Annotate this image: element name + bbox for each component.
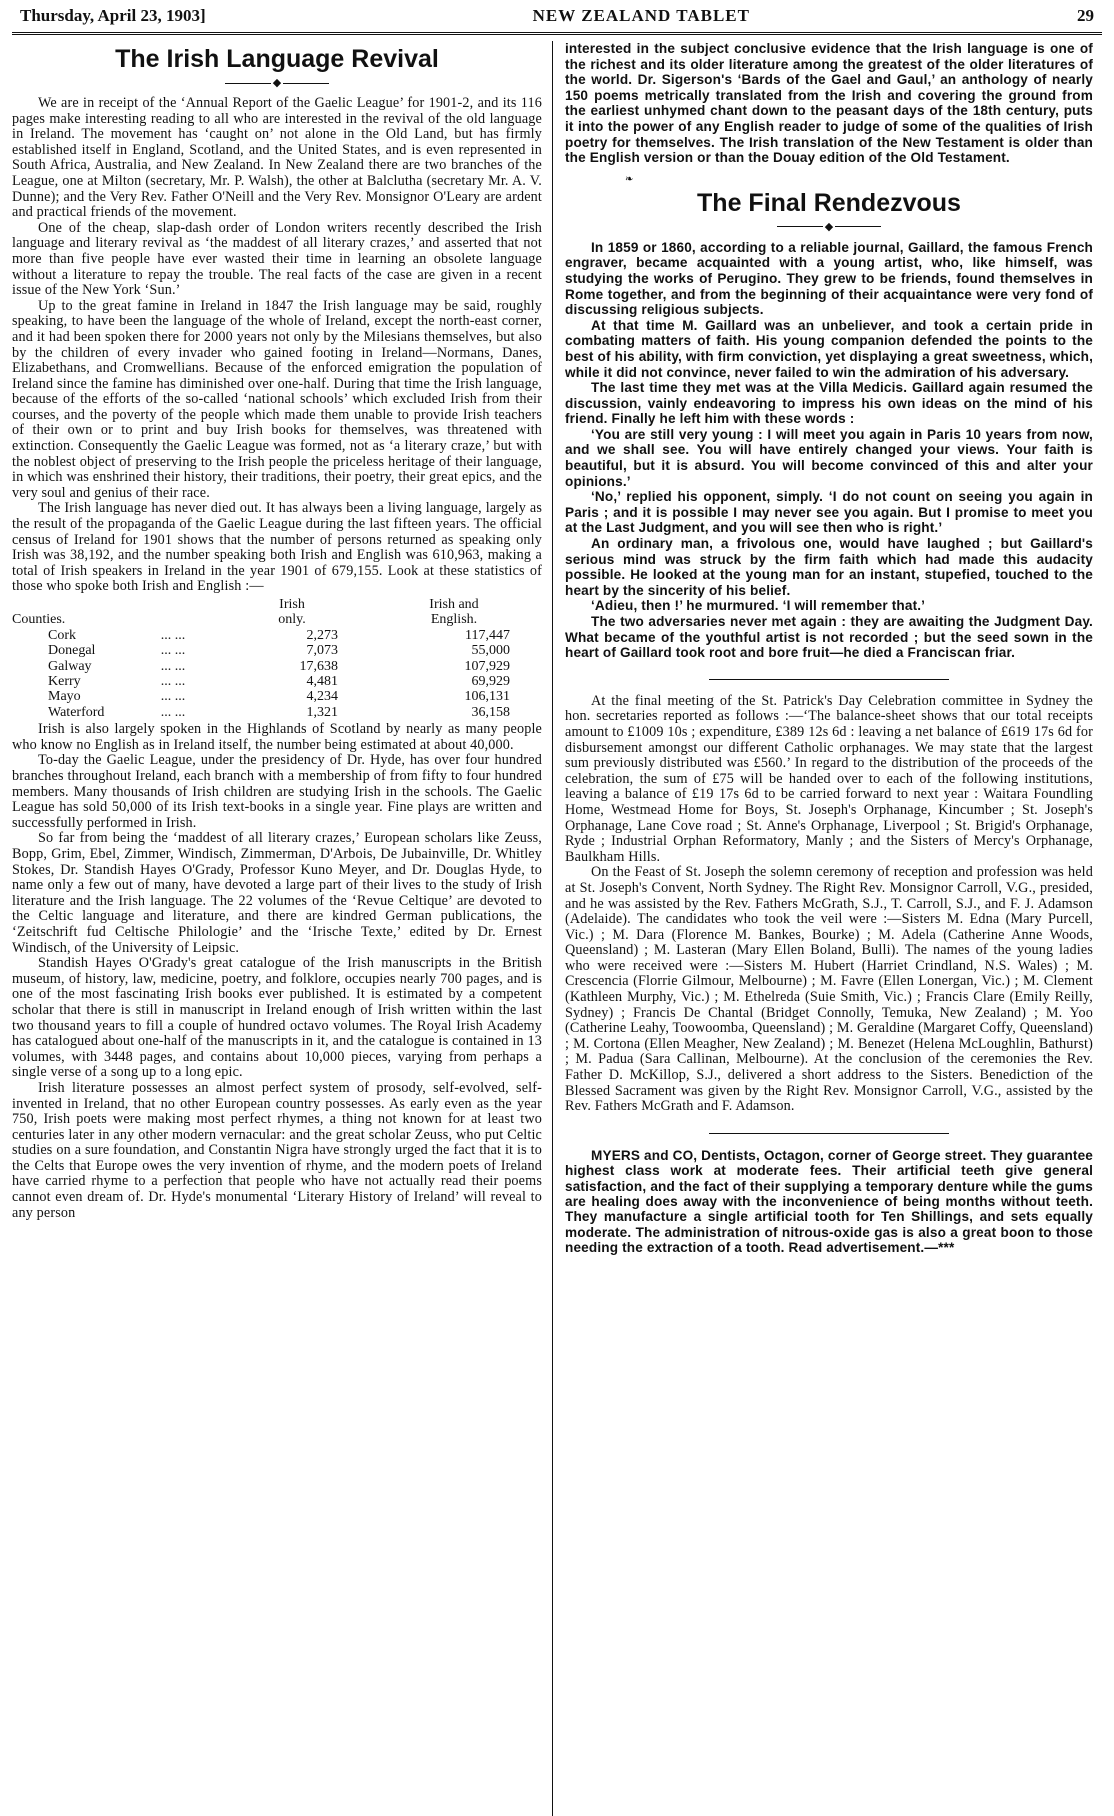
irish-only-cell: 7,073 bbox=[306, 643, 338, 659]
paragraph: Irish is also largely spoken in the Highlands of Scotland by nearly as many people who know no English as in Ireland itself, the number being estimated at about 40,000. bbox=[12, 721, 542, 753]
irish-english-cell: 107,929 bbox=[464, 658, 510, 674]
table-row bbox=[12, 705, 542, 720]
dots-cell: ... ... bbox=[160, 689, 186, 705]
table-row bbox=[12, 643, 542, 658]
table-row bbox=[12, 628, 542, 643]
paragraph: On the Feast of St. Joseph the solemn ceremony of reception and profession was held at St. Joseph's Convent, North Sydney. The Right Rev. Monsignor Carroll, V.G., presided, and he was assisted by the Rev. Fathers McGrath, S.J., T. Carroll, S.J., and F. J. Adamson (Adelaide). The candidates who took the veil were :—Sisters M. Edna (Mary Purcell, Vic.) ; M. Dara (Florence M. Bankes, Bourke) ; M. Adela (Catherine Anne Woods, Queensland) ; M. Lasteran (Mary Ellen Boland, Bulli). The names of the young ladies who were received were :—Sisters M. Hubert (Harriet Crindland, N.S. Wales) ; M. Crescencia (Florrie Gilmour, Melbourne) ; M. Favre (Ellen Lonergan, Vic.) ; M. Clement (Kathleen Murphy, Vic.) ; M. Ethelreda (Suie Smith, Vic.) ; Francis Clare (Emily Reilly, Sydney) ; Francis De Chantal (Bridget Connolly, Temuka, New Zealand) ; M. Yoo (Catherine Leahy, Toowoomba, Queensland) ; M. Geraldine (Margaret Coffy, Queensland) ; M. Cortona (Ellen Meagher, New Zealand) ; M. Benezet (Helena McLoughlin, Bathurst) ; M. Padua (Sara Callinan, Melbourne). At the conclusion of the ceremonies the Rev. Father D. McKillop, S.J., delivered a short address to the Sisters. Benediction of the Blessed Sacrament was given by the Right Rev. Monsignor Carroll, V.G., assisted by the Rev. Fathers McGrath and F. Adamson. bbox=[565, 864, 1093, 1115]
section-mark-icon: ❧ bbox=[625, 173, 634, 185]
irish-only-cell: 4,481 bbox=[306, 674, 338, 690]
irish-only-cell: 4,234 bbox=[306, 689, 338, 705]
paragraph: ‘Adieu, then !’ he murmured. ‘I will remember that.’ bbox=[591, 598, 926, 614]
paragraph: At that time M. Gaillard was an unbeliever, and took a certain pride in combating matters of faith. His young companion defended the points to the best of his ability, with firm conviction, yet displaying a great sweetness, which, while it did not convince, never failed to win the admiration of his adversary. bbox=[565, 317, 1093, 380]
final-rendezvous-body bbox=[565, 240, 1093, 661]
dots-cell: ... ... bbox=[160, 627, 186, 643]
title-ornament bbox=[565, 222, 1093, 232]
col-both-top: Irish and bbox=[429, 597, 479, 612]
title-ornament bbox=[12, 78, 542, 88]
irish-english-cell: 106,131 bbox=[464, 689, 510, 705]
paragraph: The last time they met was at the Villa Medicis. Gaillard again resumed the discussion, vainly endeavoring to impress his own ideas on the mind of his friend. Finally he left him with these words : bbox=[565, 380, 1093, 427]
header-title: NEW ZEALAND TABLET bbox=[532, 6, 750, 25]
article-continuation bbox=[565, 41, 1093, 166]
paragraph: To-day the Gaelic League, under the presidency of Dr. Hyde, has over four hundred branches throughout Ireland, each branch with a membership of from fifty to four hundred members. Many thousands of Irish children are studying Irish in the schools. The Gaelic League has sold 50,000 of its Irish text-books in a single year. Fine plays are written and successfully performed in Irish. bbox=[12, 752, 542, 831]
paragraph: So far from being the ‘maddest of all literary crazes,’ European scholars like Zeuss, Bopp, Grim, Ebel, Zimmer, Windisch, Zimmerman, D'Arbois, De Jubainville, Dr. Whitley Stokes, Dr. Standish Hayes O'Grady, Professor Kuno Meyer, and Dr. Douglas Hyde, to name only a few out of many, have devoted a large part of their lives to the study of Irish literature and the Irish language. The 22 volumes of the ‘Revue Celtique’ are devoted to the Celtic language and literature, and there are kindred German publications, the ‘Zeitschrift fud Celtische Philologie’ and the ‘Irische Texte,’ edited by Dr. Ernest Windisch, of the University of Leipsic. bbox=[12, 830, 542, 956]
section-divider bbox=[709, 1133, 949, 1134]
header-date: Thursday, April 23, 1903] bbox=[20, 6, 206, 25]
paragraph: ‘No,’ replied his opponent, simply. ‘I do not count on seeing you again in Paris ; and it is possible I may never see you again. But I promise to meet you at the Last Judgment, and you will see then who is right.’ bbox=[565, 489, 1093, 536]
county-cell: Mayo bbox=[48, 689, 81, 705]
dots-cell: ... ... bbox=[160, 643, 186, 659]
paragraph: At the final meeting of the St. Patrick's Day Celebration committee in Sydney the hon. secretaries reported as follows :—‘The balance-sheet shows that our total receipts amount to £1009 10s ; expenditure, £389 12s 6d : leaving a net balance of £619 17s 6d for disbursement amongst our different Catholic orphanages. We may state that the largest sum previously distributed was £560.’ In regard to the distribution of the proceeds of the celebration, the sum of £75 will be handed over to each of the following institutions, leaving a balance of £19 17s 6d to be carried forward to next year : Waitara Foundling Home, Westmead Home for Boys, St. Joseph's Orphanage, Kincumber ; St. Joseph's Orphanage, Lane Cove road ; St. Anne's Orphanage, Liverpool ; St. Brigid's Orphanage, Ryde ; Industrial Orphan Reformatory, Manly ; and the Sisters of Mercy's Orphanage, Baulkham Hills. bbox=[565, 692, 1093, 865]
dentist-advertisement bbox=[565, 1148, 1093, 1256]
dots-cell: ... ... bbox=[160, 704, 186, 720]
irish-english-cell: 69,929 bbox=[471, 674, 510, 690]
page-header bbox=[12, 6, 1102, 35]
dots-cell: ... ... bbox=[160, 674, 186, 690]
paragraph: Standish Hayes O'Grady's great catalogue of the Irish manuscripts in the British museum, of history, law, medicine, poetry, and folklore, occupies nearly 700 pages, and is one of the most fascinating Irish books ever published. It is estimated by a competent scholar that there is still in manuscript in Ireland enough of Irish written within the last two thousand years to fill a couple of hundred octavo volumes. The Royal Irish Academy has catalogued about one-half of the manuscripts in it, and the catalogue is contained in 13 volumes, with 3448 pages, and contains about 10,000 pieces, varying from perhaps a single verse of a song up to a long epic. bbox=[12, 955, 542, 1081]
paragraph: interested in the subject conclusive evidence that the Irish language is one of the richest and its older literature among the greatest of the older literatures of the world. Dr. Sigerson's ‘Bards of the Gael and Gaul,’ an anthology of nearly 150 poems metrically translated from the Irish and covering the ground from the earliest unhymed chant down to the peasant days of the 18th century, puts it into the power of any English reader to judge of some of the qualities of Irish poetry for themselves. The Irish translation of the New Testament is older than the English version or than the Douay edition of the Old Testament. bbox=[565, 41, 1093, 166]
dots-cell: ... ... bbox=[160, 658, 186, 674]
right-column bbox=[553, 41, 1093, 1816]
diamond-icon: ◆ bbox=[824, 220, 834, 233]
paragraph: An ordinary man, a frivolous one, would have laughed ; but Gaillard's serious mind was struck by the firm faith which had made this audacity possible. He looked at the young man for an instant, stupefied, touched to the heart by the sincerity of his belief. bbox=[565, 536, 1093, 598]
table-row bbox=[12, 659, 542, 674]
article-title-irish-language: The Irish Language Revival bbox=[115, 45, 439, 73]
county-cell: Galway bbox=[48, 658, 92, 674]
paragraph: Irish literature possesses an almost perfect system of prosody, self-evolved, self-invented in Ireland, that no other European country possesses. As early even as the year 750, Irish poets were making most perfect rhymes, a thing not known for at least two centuries later in any other modern vernacular: and the great scholar Zeuss, who put Celtic studies on a sure foundation, and Constantin Nigra have strongly urged the fact that it is to the Celts that Europe owes the very invention of rhyme, and the modern poets of Ireland have carried rhyme to a perfection that people who have not actually read their poems cannot even dream of. Dr. Hyde's monumental ‘Literary History of Ireland’ will reveal to any person bbox=[12, 1079, 542, 1221]
paragraph: In 1859 or 1860, according to a reliable journal, Gaillard, the famous French engraver, became acquainted with a young artist, who, like himself, was studying the works of Perugino. They grew to be friends, found themselves in Rome together, and from the beginning of their acquaintance were very fond of discussing religious subjects. bbox=[565, 239, 1093, 318]
paragraph: Up to the great famine in Ireland in 1847 the Irish language may be said, roughly speaking, to have been the language of the whole of Ireland, except the north-east corner, and it had been spoken there for 2000 years not only by the Milesians themselves, but also by the children of every invader who gained footing in Ireland—Normans, Danes, Elizabethans, and Cromwellians. Because of the enforced emigration the population of Ireland since the famine has diminished over one-half. During that time the Irish language, because of the efforts of the so-called ‘national schools’ which excluded Irish from their courses, and the poverty of the people which made them unable to provide Irish teachers of their own or to print and buy Irish books for themselves, was threatened with extinction. Consequently the Gaelic League was formed, not as ‘a literary craze,’ but with the noblest object of preserving to the Irish people the priceless heritage of their language, in which was enshrined their history, their traditions, their poetry, their great epics, and the very soul and genius of their race. bbox=[12, 297, 542, 501]
left-column bbox=[12, 41, 552, 1816]
county-cell: Kerry bbox=[48, 674, 81, 690]
county-cell: Waterford bbox=[48, 704, 105, 720]
advertisement-text: MYERS and CO, Dentists, Octagon, corner of George street. They guarantee highest class work at moderate fees. Their artificial teeth give general satisfaction, and the fact of their supplying a temporary denture while the gums are healing does away with the inconvenience of being months without teeth. They manufacture a single artificial tooth for Ten Shillings, and sets equally moderate. The administration of nitrous-oxide gas is also a great boon to those needing the extraction of a tooth. Read advertisement.—*** bbox=[565, 1147, 1093, 1256]
table-row bbox=[12, 674, 542, 689]
table-row bbox=[12, 689, 542, 704]
columns bbox=[12, 41, 1102, 1816]
county-cell: Donegal bbox=[48, 643, 96, 659]
irish-english-cell: 55,000 bbox=[471, 643, 510, 659]
irish-speakers-table bbox=[12, 597, 542, 720]
irish-only-cell: 2,273 bbox=[306, 627, 338, 643]
irish-only-cell: 17,638 bbox=[299, 658, 338, 674]
section-divider bbox=[709, 679, 949, 680]
page-number: 29 bbox=[1077, 6, 1094, 25]
article-title-final-rendezvous: The Final Rendezvous bbox=[697, 188, 961, 217]
col-both-bottom: English. bbox=[430, 612, 478, 628]
irish-only-cell: 1,321 bbox=[306, 704, 338, 720]
county-cell: Cork bbox=[48, 627, 76, 643]
col-irish-bottom: only. bbox=[278, 612, 306, 628]
paragraph: We are in receipt of the ‘Annual Report of the Gaelic League’ for 1901-2, and its 116 pages make interesting reading to all who are interested in the revival of the old language in Ireland. The movement has ‘caught on’ not alone in the Old Land, but has firmly established itself in England, Scotland, and the United States, and is even represented in South Africa, Australia, and New Zealand. In New Zealand there are two branches of the League, one at Milton (secretary, Mr. P. Walsh), the other at Balclutha (secretary Mr. A. V. Dunne); and the Very Rev. Father O'Neill and the Very Rev. Monsignor O'Leary are ardent and practical friends of the movement. bbox=[12, 95, 542, 221]
col-counties: Counties. bbox=[12, 612, 66, 628]
paragraph: The two adversaries never met again : they are awaiting the Judgment Day. What became of the youthful artist is not recorded ; but the seed sown in the heart of Gaillard took root and bore fruit—he died a Franciscan friar. bbox=[565, 614, 1093, 661]
diamond-icon: ◆ bbox=[272, 77, 282, 89]
irish-english-cell: 36,158 bbox=[471, 704, 510, 720]
paragraph: The Irish language has never died out. It has always been a living language, largely as the result of the propaganda of the Gaelic League during the last fifteen years. The official census of Ireland for 1901 shows that the number of persons returned as speaking only Irish was 38,192, and the number speaking both Irish and English was 610,963, making a total of Irish speakers in Ireland in the year 1901 of 679,155. Look at these statistics of those who spoke both Irish and English :— bbox=[12, 500, 542, 595]
paragraph: One of the cheap, slap-dash order of London writers recently described the Irish language and literary revival as ‘the maddest of all literary crazes,’ and asserted that not more than five people have ever wasted their time in learning an obsolete language without a literature to repay the trouble. The real facts of the case are given in a recent issue of the New York ‘Sun.’ bbox=[12, 219, 542, 299]
col-irish-top: Irish bbox=[279, 597, 305, 612]
irish-english-cell: 117,447 bbox=[465, 627, 510, 643]
paragraph: ‘You are still very young : I will meet you again in Paris 10 years from now, and we shall see. You will have entirely changed your views. Your faith is beautiful, but it is absurd. You will become convinced of this and alter your opinions.’ bbox=[565, 426, 1093, 489]
